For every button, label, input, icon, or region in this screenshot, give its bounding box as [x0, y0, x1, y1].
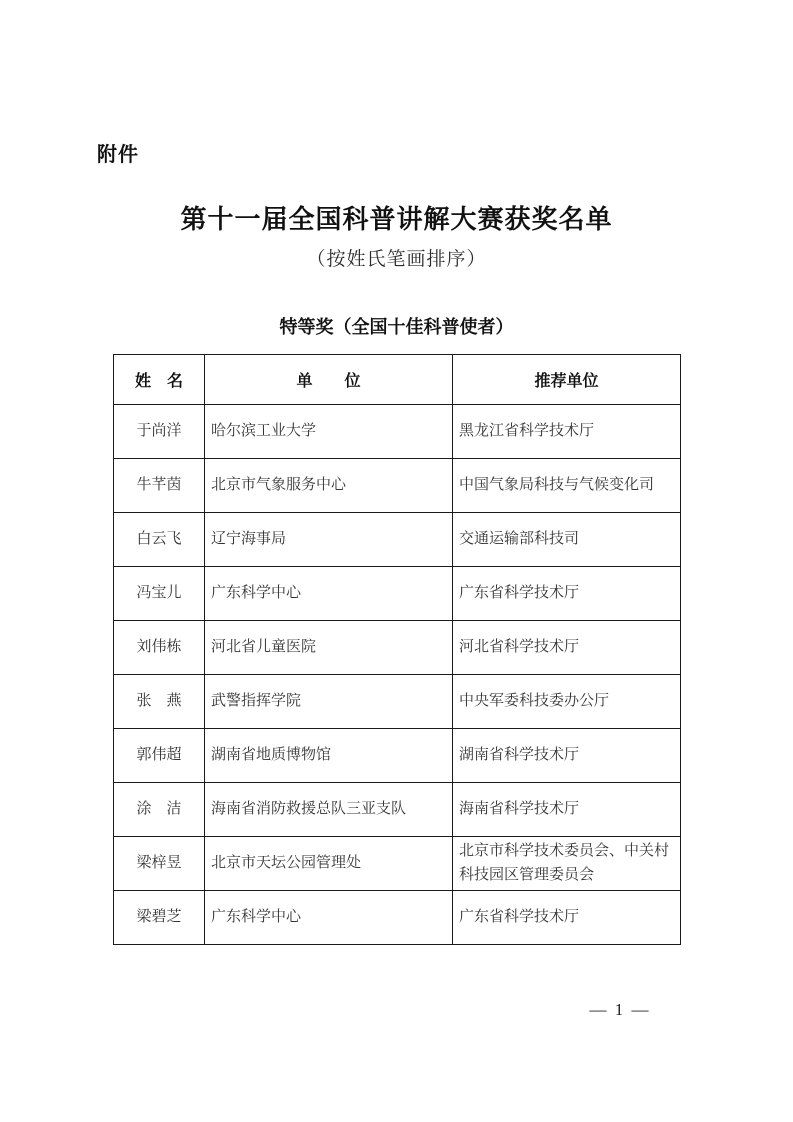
document-title: 第十一届全国科普讲解大赛获奖名单 — [180, 204, 613, 234]
cell-name: 梁碧芝 — [114, 891, 205, 945]
cell-name: 于尚洋 — [114, 405, 205, 459]
cell-name: 白云飞 — [114, 513, 205, 567]
cell-recommender: 交通运输部科技司 — [453, 513, 681, 567]
cell-recommender: 广东省科学技术厅 — [453, 891, 681, 945]
sort-order-note: （按姓氏笔画排序） — [306, 249, 487, 270]
cell-recommender: 河北省科学技术厅 — [453, 621, 681, 675]
cell-unit: 海南省消防救援总队三亚支队 — [205, 783, 453, 837]
column-header-unit: 单 位 — [205, 355, 453, 405]
cell-unit: 广东科学中心 — [205, 567, 453, 621]
cell-name: 郭伟超 — [114, 729, 205, 783]
table-header-row — [114, 355, 681, 405]
cell-name: 涂 洁 — [114, 783, 205, 837]
table-row — [114, 513, 681, 567]
cell-unit: 河北省儿童医院 — [205, 621, 453, 675]
cell-recommender: 湖南省科学技术厅 — [453, 729, 681, 783]
table-row — [114, 405, 681, 459]
table-row — [114, 675, 681, 729]
cell-unit: 湖南省地质博物馆 — [205, 729, 453, 783]
table-row — [114, 891, 681, 945]
column-header-name: 姓 名 — [114, 355, 205, 405]
cell-recommender: 北京市科学技术委员会、中关村科技园区管理委员会 — [453, 837, 681, 891]
cell-name: 牛芊茵 — [114, 459, 205, 513]
cell-unit: 武警指挥学院 — [205, 675, 453, 729]
cell-unit: 哈尔滨工业大学 — [205, 405, 453, 459]
attachment-label: 附件 — [97, 144, 139, 166]
column-header-recommender: 推荐单位 — [453, 355, 681, 405]
cell-recommender: 中国气象局科技与气候变化司 — [453, 459, 681, 513]
cell-recommender: 广东省科学技术厅 — [453, 567, 681, 621]
cell-unit: 广东科学中心 — [205, 891, 453, 945]
cell-name: 梁梓昱 — [114, 837, 205, 891]
table-row — [114, 729, 681, 783]
cell-recommender: 海南省科学技术厅 — [453, 783, 681, 837]
table-row — [114, 621, 681, 675]
cell-recommender: 中央军委科技委办公厅 — [453, 675, 681, 729]
cell-name: 冯宝儿 — [114, 567, 205, 621]
table-body — [114, 405, 681, 945]
awards-table — [113, 354, 681, 945]
cell-unit: 北京市天坛公园管理处 — [205, 837, 453, 891]
table-row — [114, 459, 681, 513]
cell-name: 张 燕 — [114, 675, 205, 729]
cell-recommender: 黑龙江省科学技术厅 — [453, 405, 681, 459]
cell-name: 刘伟栋 — [114, 621, 205, 675]
table-row — [114, 837, 681, 891]
cell-unit: 辽宁海事局 — [205, 513, 453, 567]
table-row — [114, 567, 681, 621]
table-row — [114, 783, 681, 837]
page-number: — 1 — — [589, 1000, 651, 1019]
section-title: 特等奖（全国十佳科普使者） — [279, 317, 514, 337]
cell-unit: 北京市气象服务中心 — [205, 459, 453, 513]
